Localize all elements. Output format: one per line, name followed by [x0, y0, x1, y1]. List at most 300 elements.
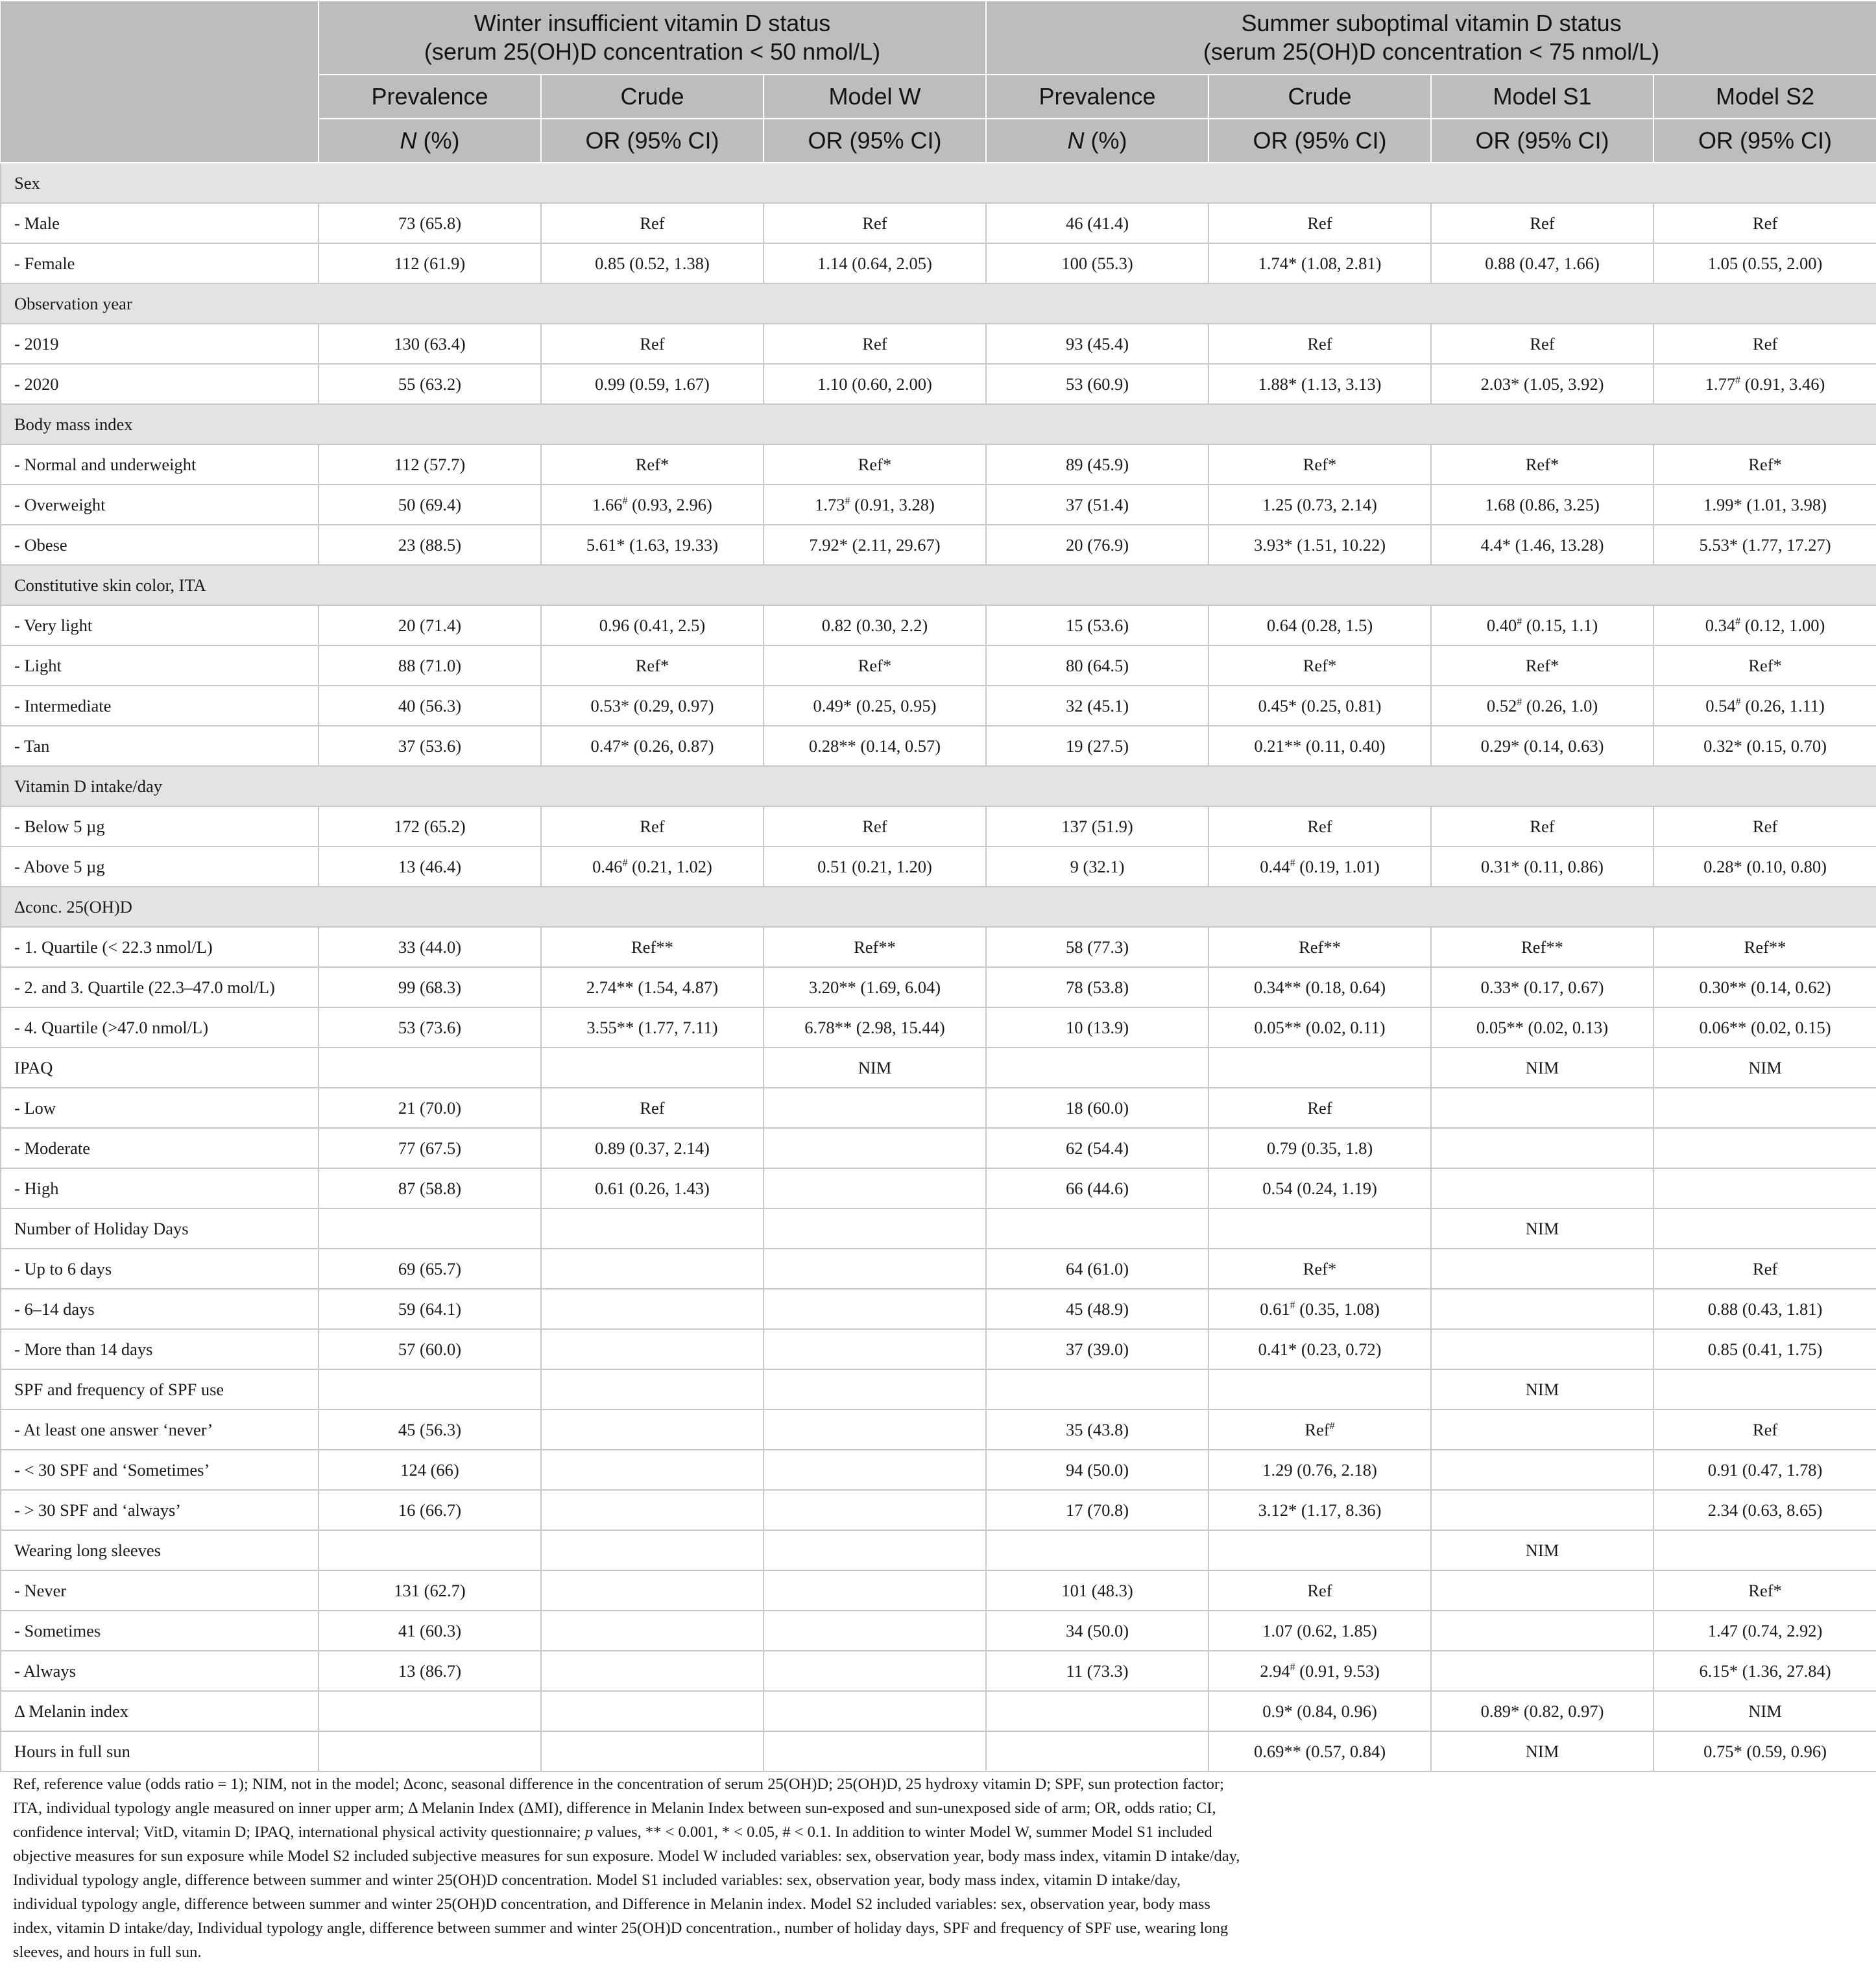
- table-cell: 0.85 (0.41, 1.75): [1654, 1329, 1876, 1369]
- table-cell: 0.51 (0.21, 1.20): [764, 846, 986, 887]
- table-cell: 9 (32.1): [986, 846, 1209, 887]
- row-label: - Sometimes: [1, 1611, 319, 1651]
- footnote-line: objective measures for sun exposure while Model S2 included subjective measures for sun exposure. Model W included variables: sex, observation year, body mass index, vitamin D intake/day,: [13, 1847, 1240, 1865]
- table-cell: [986, 1208, 1209, 1249]
- row-label: - < 30 SPF and ‘Sometimes’: [1, 1450, 319, 1490]
- footnote-line: index, vitamin D intake/day, Individual typology angle, difference between summer and winter 25(OH)D concentration., number of holiday days, SPF and frequency of SPF use, wearing long: [13, 1919, 1229, 1937]
- table-cell: 93 (45.4): [986, 324, 1209, 364]
- table-cell: 78 (53.8): [986, 967, 1209, 1007]
- row-label: - Obese: [1, 525, 319, 565]
- row-label: - At least one answer ‘never’: [1, 1410, 319, 1450]
- row-label: - 2. and 3. Quartile (22.3–47.0 mol/L): [1, 967, 319, 1007]
- table-cell: Ref: [1654, 1249, 1876, 1289]
- row-label: Hours in full sun: [1, 1731, 319, 1771]
- unit-header: OR (95% CI): [764, 119, 986, 163]
- table-cell: 13 (86.7): [319, 1651, 541, 1691]
- table-cell: [541, 1651, 764, 1691]
- table-cell: [1431, 1450, 1654, 1490]
- table-cell: 0.28** (0.14, 0.57): [764, 726, 986, 766]
- footnote-line: individual typology angle, difference between summer and winter 25(OH)D concentration, and Difference in Melanin index. Model S2 included variables: sex, observation year, body mass: [13, 1895, 1210, 1913]
- table-cell: Ref: [541, 203, 764, 243]
- table-cell: 69 (65.7): [319, 1249, 541, 1289]
- table-cell: [319, 1691, 541, 1731]
- row-label: - 4. Quartile (>47.0 nmol/L): [1, 1007, 319, 1048]
- table-cell: 3.93* (1.51, 10.22): [1209, 525, 1431, 565]
- row-label: - 2019: [1, 324, 319, 364]
- table-cell: Ref: [1431, 203, 1654, 243]
- table-cell: [541, 1289, 764, 1329]
- table-cell: [541, 1450, 764, 1490]
- table-row: [1, 605, 1876, 645]
- table-cell: 124 (66): [319, 1450, 541, 1490]
- table-row: [1, 1611, 1876, 1651]
- table-cell: 3.55** (1.77, 7.11): [541, 1007, 764, 1048]
- table-row: [1, 1007, 1876, 1048]
- table-cell: Ref*: [1209, 1249, 1431, 1289]
- table-cell: 58 (77.3): [986, 927, 1209, 967]
- table-cell: Ref: [541, 1088, 764, 1128]
- table-cell: 0.61# (0.35, 1.08): [1209, 1289, 1431, 1329]
- table-cell: 55 (63.2): [319, 364, 541, 404]
- table-cell: 0.46# (0.21, 1.02): [541, 846, 764, 887]
- table-row: [1, 1530, 1876, 1570]
- table-cell: 6.15* (1.36, 27.84): [1654, 1651, 1876, 1691]
- table-row: [1, 1731, 1876, 1771]
- table-cell: 100 (55.3): [986, 243, 1209, 283]
- row-label: - High: [1, 1168, 319, 1208]
- table-row: [1, 203, 1876, 243]
- table-cell: [1431, 1329, 1654, 1369]
- table-cell: 15 (53.6): [986, 605, 1209, 645]
- table-cell: [764, 1369, 986, 1410]
- table-cell: 0.34** (0.18, 0.64): [1209, 967, 1431, 1007]
- table-cell: 37 (51.4): [986, 485, 1209, 525]
- table-cell: 1.07 (0.62, 1.85): [1209, 1611, 1431, 1651]
- table-cell: 0.44# (0.19, 1.01): [1209, 846, 1431, 887]
- section-label: Constitutive skin color, ITA: [1, 565, 1876, 605]
- footnote-line: Ref, reference value (odds ratio = 1); NIM, not in the model; Δconc, seasonal difference in the concentration of serum 25(OH)D; 25(OH)D, 25 hydroxy vitamin D; SPF, sun protection factor;: [13, 1775, 1224, 1793]
- table-cell: Ref: [541, 324, 764, 364]
- column-header: Prevalence: [319, 75, 541, 119]
- table-cell: 0.30** (0.14, 0.62): [1654, 967, 1876, 1007]
- table-cell: 0.88 (0.47, 1.66): [1431, 243, 1654, 283]
- row-label: - Up to 6 days: [1, 1249, 319, 1289]
- table-cell: 112 (61.9): [319, 243, 541, 283]
- table-cell: 0.89* (0.82, 0.97): [1431, 1691, 1654, 1731]
- footnote-line: ITA, individual typology angle measured on inner upper arm; Δ Melanin Index (ΔMI), difference in Melanin Index between sun-exposed and sun-unexposed side of arm; OR, odds ratio; CI,: [13, 1799, 1216, 1817]
- table-cell: Ref: [764, 806, 986, 846]
- table-cell: 1.77# (0.91, 3.46): [1654, 364, 1876, 404]
- table-cell: 2.94# (0.91, 9.53): [1209, 1651, 1431, 1691]
- table-cell: 80 (64.5): [986, 645, 1209, 686]
- table-cell: 73 (65.8): [319, 203, 541, 243]
- table-cell: [986, 1369, 1209, 1410]
- table-cell: 62 (54.4): [986, 1128, 1209, 1168]
- table-row: [1, 1329, 1876, 1369]
- table-cell: 1.68 (0.86, 3.25): [1431, 485, 1654, 525]
- table-cell: Ref**: [1654, 927, 1876, 967]
- table-cell: 5.53* (1.77, 17.27): [1654, 525, 1876, 565]
- table-cell: 0.61 (0.26, 1.43): [541, 1168, 764, 1208]
- row-label: - Intermediate: [1, 686, 319, 726]
- table-cell: [1654, 1128, 1876, 1168]
- table-row: [1, 967, 1876, 1007]
- table-cell: 7.92* (2.11, 29.67): [764, 525, 986, 565]
- table-cell: 1.29 (0.76, 2.18): [1209, 1450, 1431, 1490]
- table-cell: Ref*: [1654, 645, 1876, 686]
- table-cell: [541, 1410, 764, 1450]
- row-label: - Overweight: [1, 485, 319, 525]
- table-cell: NIM: [1431, 1369, 1654, 1410]
- table-cell: [1431, 1289, 1654, 1329]
- row-label: - 1. Quartile (< 22.3 nmol/L): [1, 927, 319, 967]
- row-label: - Very light: [1, 605, 319, 645]
- table-cell: 0.89 (0.37, 2.14): [541, 1128, 764, 1168]
- table-cell: Ref**: [1209, 927, 1431, 967]
- table-cell: [541, 1208, 764, 1249]
- winter-group-header: [319, 1, 986, 75]
- table-cell: 37 (53.6): [319, 726, 541, 766]
- table-cell: 40 (56.3): [319, 686, 541, 726]
- table-cell: 2.34 (0.63, 8.65): [1654, 1490, 1876, 1530]
- row-label: Wearing long sleeves: [1, 1530, 319, 1570]
- footnote-line: sleeves, and hours in full sun.: [13, 1943, 202, 1961]
- row-label: - Low: [1, 1088, 319, 1128]
- table-cell: [764, 1410, 986, 1450]
- table-cell: 0.40# (0.15, 1.1): [1431, 605, 1654, 645]
- table-cell: 89 (45.9): [986, 444, 1209, 485]
- table-cell: [986, 1691, 1209, 1731]
- table-cell: 1.05 (0.55, 2.00): [1654, 243, 1876, 283]
- table-row: [1, 806, 1876, 846]
- table-cell: [986, 1530, 1209, 1570]
- row-label: - Below 5 µg: [1, 806, 319, 846]
- row-label: - Normal and underweight: [1, 444, 319, 485]
- table-row: [1, 1450, 1876, 1490]
- table-row: [1, 1570, 1876, 1611]
- table-cell: [1209, 1048, 1431, 1088]
- table-cell: [541, 1048, 764, 1088]
- table-cell: 0.53* (0.29, 0.97): [541, 686, 764, 726]
- table-cell: 2.74** (1.54, 4.87): [541, 967, 764, 1007]
- table-cell: 0.9* (0.84, 0.96): [1209, 1691, 1431, 1731]
- table-row: [1, 324, 1876, 364]
- table-row: [1, 485, 1876, 525]
- table-cell: [764, 1168, 986, 1208]
- table-cell: [1431, 1410, 1654, 1450]
- table-cell: [764, 1088, 986, 1128]
- table-cell: Ref*: [1209, 444, 1431, 485]
- footnote-line: Individual typology angle, difference between summer and winter 25(OH)D concentration. Model S1 included variables: sex, observation year, body mass index, vitamin D intake/day,: [13, 1871, 1181, 1889]
- table-cell: 0.79 (0.35, 1.8): [1209, 1128, 1431, 1168]
- table-cell: [1431, 1570, 1654, 1611]
- table-cell: 87 (58.8): [319, 1168, 541, 1208]
- table-cell: 0.45* (0.25, 0.81): [1209, 686, 1431, 726]
- table-cell: 0.69** (0.57, 0.84): [1209, 1731, 1431, 1771]
- table-cell: [1654, 1208, 1876, 1249]
- table-cell: 0.05** (0.02, 0.13): [1431, 1007, 1654, 1048]
- table-cell: 0.82 (0.30, 2.2): [764, 605, 986, 645]
- table-cell: 1.10 (0.60, 2.00): [764, 364, 986, 404]
- table-cell: Ref: [1431, 806, 1654, 846]
- row-label: - Moderate: [1, 1128, 319, 1168]
- row-label: IPAQ: [1, 1048, 319, 1088]
- row-label: - > 30 SPF and ‘always’: [1, 1490, 319, 1530]
- column-header: Prevalence: [986, 75, 1209, 119]
- table-row: [1, 686, 1876, 726]
- table-row: [1, 1249, 1876, 1289]
- table-cell: 0.28* (0.10, 0.80): [1654, 846, 1876, 887]
- table-cell: 2.03* (1.05, 3.92): [1431, 364, 1654, 404]
- table-cell: 21 (70.0): [319, 1088, 541, 1128]
- table-cell: 11 (73.3): [986, 1651, 1209, 1691]
- table-row: [1, 243, 1876, 283]
- table-cell: Ref*: [541, 444, 764, 485]
- table-cell: 88 (71.0): [319, 645, 541, 686]
- table-cell: 66 (44.6): [986, 1168, 1209, 1208]
- table-cell: [1654, 1168, 1876, 1208]
- table-cell: 6.78** (2.98, 15.44): [764, 1007, 986, 1048]
- table-cell: [1431, 1088, 1654, 1128]
- table-cell: [1431, 1490, 1654, 1530]
- table-cell: 1.47 (0.74, 2.92): [1654, 1611, 1876, 1651]
- table-row: [1, 645, 1876, 686]
- table-cell: [764, 1570, 986, 1611]
- table-cell: [1431, 1611, 1654, 1651]
- row-label: - Male: [1, 203, 319, 243]
- row-label: - Tan: [1, 726, 319, 766]
- table-row: [1, 525, 1876, 565]
- table-cell: [986, 1731, 1209, 1771]
- table-cell: 0.33* (0.17, 0.67): [1431, 967, 1654, 1007]
- table-cell: Ref: [1654, 203, 1876, 243]
- table-cell: 50 (69.4): [319, 485, 541, 525]
- table-cell: 0.99 (0.59, 1.67): [541, 364, 764, 404]
- table-cell: 16 (66.7): [319, 1490, 541, 1530]
- table-cell: [764, 1329, 986, 1369]
- table-cell: [319, 1048, 541, 1088]
- section-label: Sex: [1, 163, 1876, 203]
- table-footnote: [13, 1772, 1362, 1964]
- table-cell: [764, 1490, 986, 1530]
- column-header: Model W: [764, 75, 986, 119]
- table-cell: 0.29* (0.14, 0.63): [1431, 726, 1654, 766]
- table-cell: 35 (43.8): [986, 1410, 1209, 1450]
- table-cell: 0.96 (0.41, 2.5): [541, 605, 764, 645]
- row-label: - More than 14 days: [1, 1329, 319, 1369]
- section-row: [1, 565, 1876, 605]
- table-cell: [541, 1490, 764, 1530]
- table-cell: 77 (67.5): [319, 1128, 541, 1168]
- column-header: Model S2: [1654, 75, 1876, 119]
- table-cell: 45 (56.3): [319, 1410, 541, 1450]
- table-cell: Ref: [1209, 1088, 1431, 1128]
- footnote-line: confidence interval; VitD, vitamin D; IPAQ, international physical activity questionnaire; p values, ** < 0.001, * < 0.05, # < 0.1. In addition to winter Model W, summer Model S1 included: [13, 1823, 1212, 1841]
- table-cell: [541, 1249, 764, 1289]
- table-cell: NIM: [1431, 1530, 1654, 1570]
- table-cell: 5.61* (1.63, 19.33): [541, 525, 764, 565]
- table-cell: 10 (13.9): [986, 1007, 1209, 1048]
- section-label: Vitamin D intake/day: [1, 766, 1876, 806]
- table-cell: 1.74* (1.08, 2.81): [1209, 243, 1431, 283]
- row-label: Δ Melanin index: [1, 1691, 319, 1731]
- section-row: [1, 887, 1876, 927]
- table-cell: Ref: [764, 203, 986, 243]
- table-cell: NIM: [1431, 1208, 1654, 1249]
- table-row: [1, 726, 1876, 766]
- table-cell: 17 (70.8): [986, 1490, 1209, 1530]
- table-cell: 0.41* (0.23, 0.72): [1209, 1329, 1431, 1369]
- table-cell: Ref: [1209, 324, 1431, 364]
- table-row: [1, 1088, 1876, 1128]
- table-row: [1, 444, 1876, 485]
- table-body: [1, 163, 1876, 1771]
- table-cell: 0.21** (0.11, 0.40): [1209, 726, 1431, 766]
- table-row: [1, 1208, 1876, 1249]
- table-cell: 20 (71.4): [319, 605, 541, 645]
- table-cell: Ref: [1654, 806, 1876, 846]
- table-cell: [319, 1731, 541, 1771]
- summer-group-header: [986, 1, 1876, 75]
- table-cell: [764, 1249, 986, 1289]
- table-cell: 0.88 (0.43, 1.81): [1654, 1289, 1876, 1329]
- table-cell: 0.47* (0.26, 0.87): [541, 726, 764, 766]
- column-header: Model S1: [1431, 75, 1654, 119]
- table-cell: [764, 1289, 986, 1329]
- table-cell: Ref: [1654, 324, 1876, 364]
- table-cell: 1.73# (0.91, 3.28): [764, 485, 986, 525]
- table-cell: 59 (64.1): [319, 1289, 541, 1329]
- table-cell: [319, 1369, 541, 1410]
- table-cell: 101 (48.3): [986, 1570, 1209, 1611]
- table-cell: [764, 1450, 986, 1490]
- column-header: Crude: [541, 75, 764, 119]
- table-cell: 0.85 (0.52, 1.38): [541, 243, 764, 283]
- section-label: Δconc. 25(OH)D: [1, 887, 1876, 927]
- table-cell: [1654, 1369, 1876, 1410]
- table-cell: [1209, 1530, 1431, 1570]
- table-cell: 23 (88.5): [319, 525, 541, 565]
- table-cell: 34 (50.0): [986, 1611, 1209, 1651]
- table-cell: Ref*: [764, 645, 986, 686]
- table-cell: Ref**: [1431, 927, 1654, 967]
- table-cell: [764, 1208, 986, 1249]
- table-cell: 0.49* (0.25, 0.95): [764, 686, 986, 726]
- table-cell: [319, 1208, 541, 1249]
- table-cell: 33 (44.0): [319, 927, 541, 967]
- table-cell: [764, 1530, 986, 1570]
- section-label: Body mass index: [1, 404, 1876, 444]
- table-row: [1, 1128, 1876, 1168]
- table-cell: 130 (63.4): [319, 324, 541, 364]
- table-cell: 41 (60.3): [319, 1611, 541, 1651]
- table-row: [1, 1048, 1876, 1088]
- unit-header: OR (95% CI): [1654, 119, 1876, 163]
- table-cell: Ref: [1209, 806, 1431, 846]
- table-cell: NIM: [764, 1048, 986, 1088]
- table-row: [1, 927, 1876, 967]
- table-cell: [1209, 1369, 1431, 1410]
- table-cell: 137 (51.9): [986, 806, 1209, 846]
- row-label: - Female: [1, 243, 319, 283]
- table-cell: 32 (45.1): [986, 686, 1209, 726]
- table-cell: Ref: [1209, 1570, 1431, 1611]
- table-row: [1, 846, 1876, 887]
- table-cell: 94 (50.0): [986, 1450, 1209, 1490]
- table-cell: Ref#: [1209, 1410, 1431, 1450]
- table-cell: 1.88* (1.13, 3.13): [1209, 364, 1431, 404]
- table-cell: [541, 1329, 764, 1369]
- table-cell: 3.12* (1.17, 8.36): [1209, 1490, 1431, 1530]
- table-cell: 1.66# (0.93, 2.96): [541, 485, 764, 525]
- table-cell: Ref*: [541, 645, 764, 686]
- table-cell: Ref*: [1431, 444, 1654, 485]
- table-cell: [541, 1570, 764, 1611]
- table-cell: 0.91 (0.47, 1.78): [1654, 1450, 1876, 1490]
- table-cell: [764, 1611, 986, 1651]
- table-cell: 53 (73.6): [319, 1007, 541, 1048]
- table-cell: NIM: [1431, 1048, 1654, 1088]
- section-row: [1, 283, 1876, 324]
- header-corner: [1, 1, 319, 163]
- section-label: Observation year: [1, 283, 1876, 324]
- table-row: [1, 1490, 1876, 1530]
- table-cell: 57 (60.0): [319, 1329, 541, 1369]
- table-cell: [541, 1611, 764, 1651]
- table-cell: [764, 1731, 986, 1771]
- table-cell: 3.20** (1.69, 6.04): [764, 967, 986, 1007]
- table-cell: [1431, 1168, 1654, 1208]
- table-cell: 45 (48.9): [986, 1289, 1209, 1329]
- table-cell: 0.64 (0.28, 1.5): [1209, 605, 1431, 645]
- table-cell: 112 (57.7): [319, 444, 541, 485]
- table-cell: 0.54# (0.26, 1.11): [1654, 686, 1876, 726]
- table-cell: 131 (62.7): [319, 1570, 541, 1611]
- row-label: Number of Holiday Days: [1, 1208, 319, 1249]
- section-row: [1, 163, 1876, 203]
- table-cell: [1209, 1208, 1431, 1249]
- unit-header: OR (95% CI): [1431, 119, 1654, 163]
- table-cell: Ref*: [1654, 444, 1876, 485]
- table-cell: 13 (46.4): [319, 846, 541, 887]
- table-cell: Ref**: [764, 927, 986, 967]
- column-header: Crude: [1209, 75, 1431, 119]
- table-cell: [764, 1128, 986, 1168]
- table-cell: 64 (61.0): [986, 1249, 1209, 1289]
- table-cell: 0.32* (0.15, 0.70): [1654, 726, 1876, 766]
- row-label: - Always: [1, 1651, 319, 1691]
- table-row: [1, 1410, 1876, 1450]
- table-cell: 18 (60.0): [986, 1088, 1209, 1128]
- table-cell: Ref*: [1209, 645, 1431, 686]
- table-cell: 0.05** (0.02, 0.11): [1209, 1007, 1431, 1048]
- table-row: [1, 364, 1876, 404]
- table-cell: 0.54 (0.24, 1.19): [1209, 1168, 1431, 1208]
- table-cell: 0.06** (0.02, 0.15): [1654, 1007, 1876, 1048]
- table-cell: 1.14 (0.64, 2.05): [764, 243, 986, 283]
- unit-header: OR (95% CI): [541, 119, 764, 163]
- table-cell: NIM: [1654, 1048, 1876, 1088]
- table-header: [1, 1, 1876, 163]
- table-cell: Ref: [1209, 203, 1431, 243]
- table-cell: Ref: [1431, 324, 1654, 364]
- table-row: [1, 1289, 1876, 1329]
- table-cell: [1654, 1088, 1876, 1128]
- row-label: - 6–14 days: [1, 1289, 319, 1329]
- section-row: [1, 766, 1876, 806]
- table-cell: 172 (65.2): [319, 806, 541, 846]
- table-cell: 0.31* (0.11, 0.86): [1431, 846, 1654, 887]
